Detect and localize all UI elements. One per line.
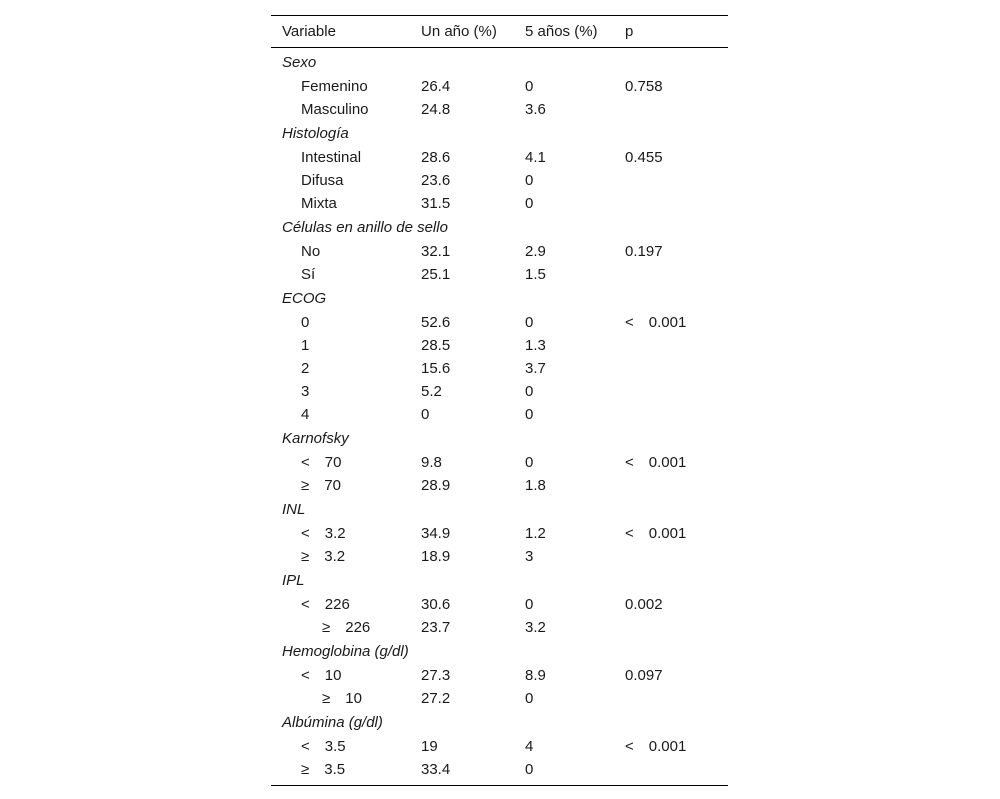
table-row <box>271 75 728 98</box>
row-label: 3 <box>301 383 310 400</box>
five-years-value: 0 <box>525 690 534 707</box>
five-years-value: 4.1 <box>525 149 546 166</box>
group-label: INL <box>282 501 306 518</box>
p-value <box>614 380 728 403</box>
one-year-value: 0 <box>421 406 430 423</box>
five-years-value: 1.2 <box>525 525 546 542</box>
p-value: 0.097 <box>625 667 663 684</box>
table-row <box>271 664 728 687</box>
table-row <box>271 451 728 474</box>
one-year-value: 28.5 <box>421 337 451 354</box>
row-label: Sí <box>301 266 316 283</box>
p-value: < 0.001 <box>625 738 687 755</box>
table-row <box>271 146 728 169</box>
group-row <box>271 48 728 76</box>
group-label: Hemoglobina (g/dl) <box>282 643 409 660</box>
table-row <box>271 192 728 215</box>
row-label: < 226 <box>301 596 350 613</box>
group-label: Células en anillo de sello <box>282 219 448 236</box>
five-years-value: 1.8 <box>525 477 546 494</box>
group-row <box>271 497 728 522</box>
one-year-value: 26.4 <box>421 78 451 95</box>
group-row <box>271 710 728 735</box>
five-years-value: 0 <box>525 406 534 423</box>
table-row <box>271 687 728 710</box>
one-year-value: 27.2 <box>421 690 451 707</box>
row-label: ≥ 70 <box>301 477 341 494</box>
group-row <box>271 286 728 311</box>
p-value: 0.002 <box>625 596 663 613</box>
table-row <box>271 545 728 568</box>
p-value <box>614 263 728 286</box>
one-year-value: 34.9 <box>421 525 451 542</box>
p-value <box>614 98 728 121</box>
p-value <box>614 403 728 426</box>
group-label: Sexo <box>282 54 317 71</box>
five-years-value: 3.2 <box>525 619 546 636</box>
group-row <box>271 426 728 451</box>
header-variable: Variable <box>271 16 410 48</box>
row-label: Mixta <box>301 195 337 212</box>
table-row <box>271 240 728 263</box>
five-years-value: 0 <box>525 314 534 331</box>
group-row <box>271 568 728 593</box>
row-label: 2 <box>301 360 310 377</box>
one-year-value: 27.3 <box>421 667 451 684</box>
group-label: IPL <box>282 572 305 589</box>
table-row <box>271 403 728 426</box>
table-row <box>271 735 728 758</box>
five-years-value: 0 <box>525 78 534 95</box>
table-body <box>271 48 728 786</box>
row-label: ≥ 3.2 <box>301 548 346 565</box>
five-years-value: 0 <box>525 383 534 400</box>
p-value <box>614 545 728 568</box>
one-year-value: 31.5 <box>421 195 451 212</box>
five-years-value: 3.7 <box>525 360 546 377</box>
row-label: ≥ 3.5 <box>271 758 410 786</box>
one-year-value: 23.7 <box>421 619 451 636</box>
row-label: Masculino <box>301 101 369 118</box>
p-value <box>614 192 728 215</box>
five-years-value: 2.9 <box>525 243 546 260</box>
five-years-value: 0 <box>525 454 534 471</box>
one-year-value: 32.1 <box>421 243 451 260</box>
table-header <box>271 16 728 48</box>
row-label: ≥ 226 <box>322 619 371 636</box>
p-value: 0.758 <box>625 78 663 95</box>
row-label: ≥ 10 <box>322 690 362 707</box>
table-row <box>271 334 728 357</box>
row-label: < 3.5 <box>301 738 346 755</box>
survival-table-container <box>271 15 728 786</box>
table-row <box>271 593 728 616</box>
one-year-value: 24.8 <box>421 101 451 118</box>
survival-table <box>271 15 728 786</box>
one-year-value: 25.1 <box>421 266 451 283</box>
five-years-value: 8.9 <box>525 667 546 684</box>
row-label: < 3.2 <box>301 525 346 542</box>
one-year-value: 18.9 <box>421 548 451 565</box>
one-year-value: 28.6 <box>421 149 451 166</box>
group-label: Histología <box>282 125 349 142</box>
p-value <box>614 334 728 357</box>
five-years-value: 0 <box>514 758 614 786</box>
table-row <box>271 522 728 545</box>
table-row <box>271 263 728 286</box>
p-value <box>614 616 728 639</box>
p-value <box>614 169 728 192</box>
row-label: No <box>301 243 321 260</box>
group-row <box>271 121 728 146</box>
table-row <box>271 357 728 380</box>
one-year-value: 15.6 <box>421 360 451 377</box>
p-value: < 0.001 <box>625 454 687 471</box>
one-year-value: 30.6 <box>421 596 451 613</box>
five-years-value: 4 <box>525 738 534 755</box>
table-row <box>271 169 728 192</box>
table-row <box>271 311 728 334</box>
table-row <box>271 758 728 786</box>
one-year-value: 28.9 <box>421 477 451 494</box>
group-row <box>271 215 728 240</box>
five-years-value: 3.6 <box>525 101 546 118</box>
p-value <box>614 758 728 786</box>
group-label: Karnofsky <box>282 430 349 447</box>
five-years-value: 0 <box>525 195 534 212</box>
one-year-value: 19 <box>421 738 438 755</box>
one-year-value: 23.6 <box>421 172 451 189</box>
group-label: Albúmina (g/dl) <box>282 714 383 731</box>
one-year-value: 52.6 <box>421 314 451 331</box>
row-label: < 70 <box>301 454 342 471</box>
p-value: < 0.001 <box>625 314 687 331</box>
p-value <box>614 474 728 497</box>
row-label: 4 <box>301 406 310 423</box>
five-years-value: 3 <box>525 548 534 565</box>
row-label: 0 <box>301 314 310 331</box>
row-label: Intestinal <box>301 149 362 166</box>
one-year-value: 9.8 <box>421 454 442 471</box>
table-row <box>271 616 728 639</box>
table-row <box>271 98 728 121</box>
row-label: Difusa <box>301 172 344 189</box>
p-value: 0.455 <box>625 149 663 166</box>
five-years-value: 1.3 <box>525 337 546 354</box>
p-value: 0.197 <box>625 243 663 260</box>
five-years-value: 0 <box>525 172 534 189</box>
row-label: < 10 <box>301 667 342 684</box>
header-p: p <box>614 16 728 48</box>
one-year-value: 33.4 <box>410 758 514 786</box>
five-years-value: 0 <box>525 596 534 613</box>
p-value: < 0.001 <box>625 525 687 542</box>
header-one-year: Un año (%) <box>410 16 514 48</box>
group-row <box>271 639 728 664</box>
p-value <box>614 357 728 380</box>
header-five-years: 5 años (%) <box>514 16 614 48</box>
row-label: Femenino <box>301 78 368 95</box>
one-year-value: 5.2 <box>421 383 442 400</box>
table-row <box>271 380 728 403</box>
header-row <box>271 16 728 48</box>
p-value <box>614 687 728 710</box>
row-label: 1 <box>301 337 310 354</box>
table-row <box>271 474 728 497</box>
five-years-value: 1.5 <box>525 266 546 283</box>
group-label: ECOG <box>282 290 327 307</box>
